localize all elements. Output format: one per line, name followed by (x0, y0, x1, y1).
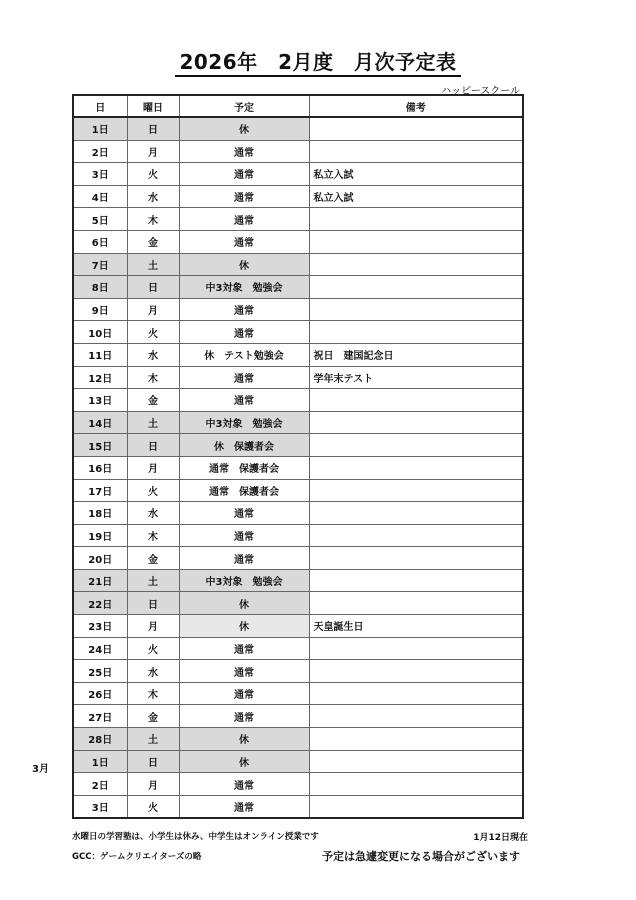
weekday-cell: 土 (127, 569, 179, 592)
day-cell: 1日 (73, 117, 127, 140)
day-cell: 18日 (73, 502, 127, 525)
weekday-cell: 日 (127, 750, 179, 773)
note-cell (309, 502, 523, 525)
day-cell: 20日 (73, 547, 127, 570)
footer-as-of-date: 1月12日現在 (473, 833, 528, 843)
note-cell (309, 411, 523, 434)
table-row (73, 140, 523, 163)
school-name: ハッピースクール (441, 86, 520, 97)
header-plan: 予定 (179, 95, 309, 117)
table-row (73, 637, 523, 660)
plan-cell: 休 (179, 117, 309, 140)
plan-cell: 通常 (179, 321, 309, 344)
note-cell (309, 795, 523, 818)
table-row (73, 366, 523, 389)
table-row (73, 728, 523, 751)
day-cell: 6日 (73, 230, 127, 253)
next-month-label: 3月 (32, 764, 49, 775)
note-cell (309, 456, 523, 479)
table-row (73, 660, 523, 683)
table-row (73, 185, 523, 208)
note-cell (309, 208, 523, 231)
weekday-cell: 火 (127, 321, 179, 344)
weekday-cell: 火 (127, 795, 179, 818)
weekday-cell: 月 (127, 615, 179, 638)
table-row (73, 773, 523, 796)
plan-cell: 通常 (179, 660, 309, 683)
schedule-body (73, 117, 523, 818)
plan-cell: 休 (179, 728, 309, 751)
plan-cell: 通常 (179, 389, 309, 412)
header-weekday: 曜日 (127, 95, 179, 117)
table-row (73, 592, 523, 615)
weekday-cell: 土 (127, 728, 179, 751)
table-row (73, 479, 523, 502)
footer-note-gcc: GCC：ゲームクリエイターズの略 (72, 852, 202, 862)
note-cell (309, 592, 523, 615)
note-cell (309, 276, 523, 299)
plan-cell: 休 (179, 592, 309, 615)
day-cell: 2日 (73, 140, 127, 163)
note-cell (309, 253, 523, 276)
weekday-cell: 金 (127, 389, 179, 412)
weekday-cell: 月 (127, 298, 179, 321)
note-cell: 学年末テスト (309, 366, 523, 389)
weekday-cell: 日 (127, 434, 179, 457)
note-cell (309, 682, 523, 705)
plan-cell: 通常 (179, 547, 309, 570)
plan-cell: 通常 (179, 366, 309, 389)
note-cell (309, 569, 523, 592)
table-row (73, 502, 523, 525)
plan-cell: 通常 (179, 524, 309, 547)
weekday-cell: 水 (127, 185, 179, 208)
footer-disclaimer: 予定は急遽変更になる場合がございます (322, 850, 520, 863)
weekday-cell: 土 (127, 253, 179, 276)
plan-cell: 通常 (179, 682, 309, 705)
day-cell: 14日 (73, 411, 127, 434)
header-notes: 備考 (309, 95, 523, 117)
weekday-cell: 木 (127, 524, 179, 547)
plan-cell: 休 (179, 750, 309, 773)
table-row (73, 230, 523, 253)
plan-cell: 通常 (179, 298, 309, 321)
note-cell (309, 705, 523, 728)
plan-cell: 中3対象 勉強会 (179, 569, 309, 592)
note-cell: 天皇誕生日 (309, 615, 523, 638)
table-row (73, 321, 523, 344)
plan-cell: 休 (179, 615, 309, 638)
plan-cell: 通常 (179, 185, 309, 208)
footer-note-wednesday: 水曜日の学習塾は、小学生は休み、中学生はオンライン授業です (72, 832, 319, 842)
weekday-cell: 木 (127, 208, 179, 231)
weekday-cell: 土 (127, 411, 179, 434)
note-cell (309, 230, 523, 253)
weekday-cell: 金 (127, 547, 179, 570)
note-cell (309, 479, 523, 502)
plan-cell: 休 保護者会 (179, 434, 309, 457)
table-row (73, 682, 523, 705)
day-cell: 1日 (73, 750, 127, 773)
weekday-cell: 水 (127, 660, 179, 683)
plan-cell: 通常 (179, 637, 309, 660)
note-cell (309, 547, 523, 570)
header-day: 日 (73, 95, 127, 117)
note-cell (309, 773, 523, 796)
table-row (73, 456, 523, 479)
plan-cell: 通常 (179, 705, 309, 728)
day-cell: 10日 (73, 321, 127, 344)
table-row (73, 276, 523, 299)
day-cell: 19日 (73, 524, 127, 547)
plan-cell: 通常 (179, 140, 309, 163)
day-cell: 24日 (73, 637, 127, 660)
weekday-cell: 日 (127, 117, 179, 140)
plan-cell: 通常 (179, 773, 309, 796)
weekday-cell: 日 (127, 592, 179, 615)
note-cell: 祝日 建国記念日 (309, 343, 523, 366)
weekday-cell: 日 (127, 276, 179, 299)
plan-cell: 通常 保護者会 (179, 456, 309, 479)
weekday-cell: 木 (127, 682, 179, 705)
day-cell: 5日 (73, 208, 127, 231)
table-row (73, 411, 523, 434)
schedule-table (72, 94, 524, 819)
day-cell: 3日 (73, 795, 127, 818)
note-cell (309, 728, 523, 751)
table-row (73, 389, 523, 412)
day-cell: 7日 (73, 253, 127, 276)
header-row (73, 95, 523, 117)
table-row (73, 615, 523, 638)
table-row (73, 208, 523, 231)
table-row (73, 298, 523, 321)
table-row (73, 163, 523, 186)
document-title: 2026年 2月度 月次予定表 (175, 50, 460, 77)
day-cell: 16日 (73, 456, 127, 479)
weekday-cell: 金 (127, 705, 179, 728)
weekday-cell: 水 (127, 343, 179, 366)
table-row (73, 705, 523, 728)
day-cell: 28日 (73, 728, 127, 751)
weekday-cell: 木 (127, 366, 179, 389)
plan-cell: 通常 (179, 795, 309, 818)
day-cell: 22日 (73, 592, 127, 615)
weekday-cell: 月 (127, 140, 179, 163)
table-row (73, 524, 523, 547)
day-cell: 12日 (73, 366, 127, 389)
day-cell: 3日 (73, 163, 127, 186)
day-cell: 25日 (73, 660, 127, 683)
weekday-cell: 月 (127, 456, 179, 479)
plan-cell: 中3対象 勉強会 (179, 411, 309, 434)
note-cell (309, 298, 523, 321)
note-cell (309, 321, 523, 344)
day-cell: 21日 (73, 569, 127, 592)
plan-cell: 休 (179, 253, 309, 276)
weekday-cell: 火 (127, 479, 179, 502)
note-cell (309, 434, 523, 457)
note-cell (309, 524, 523, 547)
weekday-cell: 月 (127, 773, 179, 796)
day-cell: 2日 (73, 773, 127, 796)
table-row (73, 795, 523, 818)
day-cell: 11日 (73, 343, 127, 366)
plan-cell: 休 テスト勉強会 (179, 343, 309, 366)
day-cell: 15日 (73, 434, 127, 457)
weekday-cell: 火 (127, 163, 179, 186)
table-row (73, 547, 523, 570)
day-cell: 9日 (73, 298, 127, 321)
day-cell: 26日 (73, 682, 127, 705)
plan-cell: 通常 (179, 230, 309, 253)
weekday-cell: 火 (127, 637, 179, 660)
table-row (73, 343, 523, 366)
table-row (73, 750, 523, 773)
weekday-cell: 金 (127, 230, 179, 253)
plan-cell: 中3対象 勉強会 (179, 276, 309, 299)
table-row (73, 569, 523, 592)
table-row (73, 434, 523, 457)
day-cell: 13日 (73, 389, 127, 412)
note-cell (309, 140, 523, 163)
day-cell: 4日 (73, 185, 127, 208)
document-title-wrap (0, 46, 636, 75)
note-cell: 私立入試 (309, 185, 523, 208)
note-cell (309, 660, 523, 683)
table-row (73, 253, 523, 276)
weekday-cell: 水 (127, 502, 179, 525)
plan-cell: 通常 (179, 502, 309, 525)
day-cell: 23日 (73, 615, 127, 638)
plan-cell: 通常 (179, 208, 309, 231)
table-row (73, 117, 523, 140)
note-cell: 私立入試 (309, 163, 523, 186)
note-cell (309, 750, 523, 773)
day-cell: 8日 (73, 276, 127, 299)
note-cell (309, 389, 523, 412)
day-cell: 17日 (73, 479, 127, 502)
day-cell: 27日 (73, 705, 127, 728)
note-cell (309, 117, 523, 140)
plan-cell: 通常 (179, 163, 309, 186)
plan-cell: 通常 保護者会 (179, 479, 309, 502)
note-cell (309, 637, 523, 660)
